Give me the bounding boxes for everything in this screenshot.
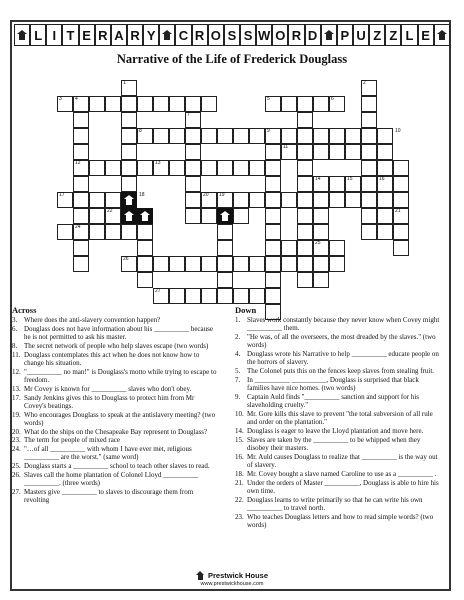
grid-square[interactable] [153, 128, 169, 144]
clue-text: Mr. Covey bought a slave named Caroline to use as a __________ . [247, 469, 437, 478]
banner-letter: R [192, 24, 208, 46]
grid-square[interactable] [249, 128, 265, 144]
clue-item [235, 513, 441, 529]
grid-square[interactable] [329, 128, 345, 144]
grid-square[interactable] [169, 128, 185, 144]
grid-number: 10 [395, 128, 401, 134]
clue-number: 23. [12, 436, 21, 445]
grid-square[interactable] [89, 160, 105, 176]
grid-square[interactable] [361, 224, 377, 240]
grid-square[interactable] [89, 192, 105, 208]
clue-number: 15. [235, 435, 244, 444]
clue-number: 11. [12, 350, 21, 359]
clue-item [235, 410, 441, 426]
banner-letter: P [337, 24, 353, 46]
grid-number: 18 [139, 192, 145, 198]
banner-letter: O [272, 24, 288, 46]
grid-square[interactable] [233, 256, 249, 272]
banner-letter: L [30, 24, 46, 46]
house-icon [140, 211, 150, 221]
grid-square[interactable] [73, 112, 89, 128]
grid-square[interactable] [121, 96, 137, 112]
clue-number: 5. [235, 367, 241, 376]
grid-square[interactable] [217, 128, 233, 144]
banner-letter: C [175, 24, 191, 46]
banner-letter: R [288, 24, 304, 46]
grid-square[interactable] [201, 288, 217, 304]
grid-square[interactable] [377, 192, 393, 208]
grid-square[interactable] [89, 96, 105, 112]
clue-item [12, 342, 218, 350]
grid-square[interactable] [313, 224, 329, 240]
house-icon [124, 195, 134, 205]
clue-item [12, 471, 218, 487]
banner-letter: U [353, 24, 369, 46]
black-square [121, 192, 137, 208]
grid-square[interactable] [265, 256, 281, 272]
grid-square[interactable] [73, 176, 89, 192]
grid-square[interactable] [297, 256, 313, 272]
clue-number: 10. [235, 410, 244, 418]
grid-number: 19 [219, 192, 225, 198]
black-square [137, 208, 153, 224]
banner-letter: S [240, 24, 256, 46]
banner-letter: Y [143, 24, 159, 46]
clue-item [12, 445, 218, 461]
clue-text: "__________ no man!" is Douglass's motto while trying to escape to freedom. [24, 367, 217, 384]
clue-text: Slaves call the home plantation of Colonel Lloyd __________ __________. (three words) [24, 470, 199, 488]
grid-square[interactable] [313, 96, 329, 112]
grid-square[interactable] [265, 272, 281, 288]
across-clue-list [12, 316, 218, 504]
grid-square[interactable] [281, 240, 297, 256]
clue-text: Slaves work constantly because they never know when Covey might __________ them. [247, 316, 440, 333]
black-square [121, 208, 137, 224]
grid-square[interactable] [377, 224, 393, 240]
grid-number: 1 [123, 80, 126, 86]
clue-text: Douglass is eager to leave the Lloyd plantation and move here. [247, 427, 424, 435]
grid-square[interactable] [377, 208, 393, 224]
grid-square[interactable] [201, 208, 217, 224]
grid-square[interactable] [217, 256, 233, 272]
grid-square[interactable] [201, 256, 217, 272]
banner-letter: D [305, 24, 321, 46]
clue-text: Mr. Gore kills this slave to prevent "the total subversion of all rule and order on the plantation." [247, 410, 433, 427]
grid-square[interactable] [249, 160, 265, 176]
grid-square[interactable] [249, 256, 265, 272]
clue-item [235, 350, 441, 366]
publisher-name: Prestwick House [207, 571, 269, 580]
grid-square[interactable] [361, 128, 377, 144]
grid-square[interactable] [137, 160, 153, 176]
grid-square[interactable] [137, 256, 153, 272]
grid-square[interactable] [265, 176, 281, 192]
banner-letter: E [418, 24, 434, 46]
clue-text: The Colonel puts this on the fences keep slaves from stealing fruit. [247, 367, 435, 376]
clue-number: 4. [235, 350, 241, 359]
grid-number: 25 [315, 240, 321, 246]
grid-square[interactable] [217, 224, 233, 240]
clue-item [12, 385, 218, 393]
grid-number: 11 [283, 144, 289, 150]
clue-item [235, 479, 441, 495]
clue-item [235, 436, 441, 452]
clue-number: 17. [12, 393, 21, 402]
clue-text: Slaves are taken by the __________ to be whipped when they disobey their masters. [247, 435, 421, 452]
grid-square[interactable] [89, 208, 105, 224]
grid-number: 23 [219, 208, 225, 214]
grid-square[interactable] [297, 176, 313, 192]
grid-square[interactable] [137, 96, 153, 112]
grid-square[interactable] [137, 240, 153, 256]
grid-square[interactable] [377, 160, 393, 176]
grid-square[interactable] [233, 128, 249, 144]
grid-number: 17 [59, 192, 65, 198]
clue-text: Who encourages Douglass to speak at the antislavery meeting? (two words) [24, 410, 216, 427]
grid-square[interactable] [185, 144, 201, 160]
grid-square[interactable] [73, 208, 89, 224]
grid-square[interactable] [185, 208, 201, 224]
grid-square[interactable] [169, 96, 185, 112]
clue-item [12, 436, 218, 444]
clue-item [235, 376, 441, 392]
clue-item [12, 325, 218, 341]
clue-number: 12. [12, 367, 21, 376]
clue-number: 8. [12, 342, 18, 350]
grid-square[interactable] [265, 144, 281, 160]
across-heading: Across [12, 305, 37, 315]
puzzle-title: Narrative of the Life of Frederick Douglass [116, 52, 348, 66]
grid-square[interactable] [345, 192, 361, 208]
grid-square[interactable] [73, 128, 89, 144]
grid-square[interactable] [265, 192, 281, 208]
grid-number: 9 [267, 128, 270, 134]
grid-square[interactable] [377, 144, 393, 160]
clue-item [235, 470, 441, 478]
grid-square[interactable] [313, 272, 329, 288]
grid-square[interactable] [297, 160, 313, 176]
clue-number: 19. [12, 410, 21, 419]
clue-number: 24. [12, 445, 21, 454]
grid-square[interactable] [361, 112, 377, 128]
grid-square[interactable] [233, 160, 249, 176]
clue-item [12, 316, 218, 324]
grid-square[interactable] [169, 288, 185, 304]
grid-square[interactable] [265, 224, 281, 240]
grid-number: 24 [75, 224, 81, 230]
grid-square[interactable] [153, 256, 169, 272]
clue-number: 20. [12, 427, 21, 436]
banner-letter: A [111, 24, 127, 46]
grid-square[interactable] [329, 256, 345, 272]
grid-square[interactable] [393, 160, 409, 176]
grid-number: 16 [379, 176, 385, 182]
clue-text: Mr. Auld causes Douglass to realize that __________ is the way out of slavery. [247, 452, 438, 469]
grid-square[interactable] [313, 208, 329, 224]
clue-number: 22. [235, 495, 244, 504]
grid-square[interactable] [393, 192, 409, 208]
grid-square[interactable] [73, 256, 89, 272]
grid-square[interactable] [105, 160, 121, 176]
grid-square[interactable] [137, 224, 153, 240]
clue-item [235, 393, 441, 409]
clue-item [235, 316, 441, 332]
clue-item [235, 333, 441, 349]
grid-square[interactable] [233, 208, 249, 224]
grid-square[interactable] [249, 192, 265, 208]
clue-text: "…of all __________ with whom I have ever met, religious __________ are the worst." (same word) [24, 445, 192, 462]
grid-square[interactable] [233, 288, 249, 304]
clue-text: Douglass wrote his Narrative to help __________ educate people on the horrors of slavery. [247, 350, 439, 367]
down-column [235, 306, 441, 530]
clue-text: Captain Auld finds "__________ sanction and support for his slaveholding cruelty." [247, 393, 420, 410]
grid-square[interactable] [153, 96, 169, 112]
grid-square[interactable] [297, 192, 313, 208]
clue-text: Where does the anti-slavery convention happen? [24, 316, 161, 325]
grid-square[interactable] [249, 288, 265, 304]
clue-text: Douglass starts a __________ school to teach other slaves to read. [24, 462, 210, 471]
grid-square[interactable] [105, 96, 121, 112]
clue-text: Under the orders of Master __________, Douglass is able to hire his own time. [247, 478, 439, 495]
grid-square[interactable] [329, 176, 345, 192]
down-clue-list [235, 316, 441, 529]
clue-item [12, 351, 218, 367]
grid-number: 26 [123, 256, 129, 262]
clue-number: 26. [12, 470, 21, 479]
grid-square[interactable] [313, 192, 329, 208]
grid-square[interactable] [105, 192, 121, 208]
grid-square[interactable] [201, 96, 217, 112]
clue-number: 6. [12, 325, 18, 333]
grid-square[interactable] [233, 192, 249, 208]
grid-square[interactable] [329, 240, 345, 256]
banner-letter: E [79, 24, 95, 46]
grid-square[interactable] [345, 128, 361, 144]
clue-text: Mr Covey is known for __________ slaves who don't obey. [24, 384, 192, 393]
grid-square[interactable] [185, 256, 201, 272]
grid-number: 3 [59, 96, 62, 102]
clue-text: Douglass learns to write primarily so that he can write his own __________ to travel north. [247, 495, 423, 512]
clue-item [12, 394, 218, 410]
grid-square[interactable] [217, 288, 233, 304]
grid-square[interactable] [361, 192, 377, 208]
clue-text: Douglass does not have information about his __________ because he is not permitted to ask his master. [24, 325, 213, 342]
grid-number: 4 [75, 96, 78, 102]
grid-square[interactable] [217, 240, 233, 256]
banner-letter: Z [369, 24, 385, 46]
grid-square[interactable] [185, 96, 201, 112]
clue-number: 23. [235, 512, 244, 521]
clue-number: 21. [235, 478, 244, 487]
grid-number: 13 [155, 160, 161, 166]
publisher-logo [0, 571, 464, 580]
clue-text: Sandy Jenkins gives this to Douglass to protect him from Mr Covey's beatings. [24, 393, 195, 410]
grid-square[interactable] [297, 208, 313, 224]
clue-number: 14. [235, 427, 244, 435]
grid-square[interactable] [201, 160, 217, 176]
grid-square[interactable] [185, 288, 201, 304]
banner-letter: Z [385, 24, 401, 46]
clue-item [235, 496, 441, 512]
grid-square[interactable] [361, 176, 377, 192]
grid-number: 5 [267, 96, 270, 102]
clue-number: 13. [12, 384, 21, 393]
grid-square[interactable] [329, 144, 345, 160]
clue-text: Who teaches Douglass letters and how to read simple words? (two words) [247, 512, 434, 529]
clue-item [235, 453, 441, 469]
grid-square[interactable] [281, 96, 297, 112]
clue-number: 7. [235, 376, 241, 384]
grid-square[interactable] [137, 272, 153, 288]
grid-square[interactable] [281, 256, 297, 272]
clue-text: "He was, of all the overseers, the most dreaded by the slaves." (two words) [247, 333, 436, 350]
grid-square[interactable] [313, 128, 329, 144]
grid-number: 21 [395, 208, 401, 214]
grid-square[interactable] [73, 240, 89, 256]
grid-square[interactable] [121, 112, 137, 128]
clue-item [12, 368, 218, 384]
clue-item [12, 462, 218, 470]
grid-square[interactable] [121, 128, 137, 144]
grid-square[interactable] [121, 176, 137, 192]
clue-text: In __________ __________, Douglass is surprised that black families have nice homes. (two words) [247, 376, 419, 393]
grid-square[interactable] [217, 160, 233, 176]
grid-square[interactable] [329, 192, 345, 208]
grid-square[interactable] [73, 144, 89, 160]
grid-square[interactable] [361, 96, 377, 112]
grid-square[interactable] [297, 112, 313, 128]
grid-square[interactable] [361, 160, 377, 176]
grid-number: 14 [315, 176, 321, 182]
grid-square[interactable] [377, 128, 393, 144]
grid-number: 22 [107, 208, 113, 214]
grid-square[interactable] [265, 160, 281, 176]
grid-square[interactable] [169, 256, 185, 272]
clue-number: 2. [235, 333, 241, 342]
grid-square[interactable] [121, 144, 137, 160]
grid-square[interactable] [265, 208, 281, 224]
grid-number: 8 [139, 128, 142, 134]
grid-number: 27 [155, 288, 161, 294]
house-icon [196, 571, 205, 580]
clue-number: 25. [12, 462, 21, 471]
grid-square[interactable] [89, 224, 105, 240]
banner-letter: O [208, 24, 224, 46]
banner-letter: W [256, 24, 272, 46]
grid-square[interactable] [393, 240, 409, 256]
clue-text: Douglass contemplates this act when he does not know how to change his situation. [24, 350, 200, 367]
clue-number: 16. [235, 452, 244, 461]
clue-item [235, 427, 441, 435]
grid-square[interactable] [313, 256, 329, 272]
banner-letter: R [95, 24, 111, 46]
across-column [12, 306, 218, 505]
grid-square[interactable] [73, 192, 89, 208]
grid-number: 15 [347, 176, 353, 182]
grid-square[interactable] [297, 128, 313, 144]
grid-square[interactable] [361, 144, 377, 160]
banner-letter: T [62, 24, 78, 46]
clue-item [235, 367, 441, 375]
clue-number: 3. [12, 316, 18, 325]
grid-number: 2 [363, 80, 366, 86]
grid-square[interactable] [185, 128, 201, 144]
grid-square[interactable] [57, 224, 73, 240]
clue-number: 18. [235, 469, 244, 478]
footer [0, 571, 464, 587]
grid-square[interactable] [265, 240, 281, 256]
clue-text: What do the ships on the Chesapeake Bay represent to Douglass? [24, 427, 208, 436]
banner-letter: I [46, 24, 62, 46]
grid-square[interactable] [201, 128, 217, 144]
grid-square[interactable] [345, 144, 361, 160]
grid-number: 6 [331, 96, 334, 102]
grid-square[interactable] [297, 144, 313, 160]
banner-letter: S [224, 24, 240, 46]
clue-item [12, 488, 218, 504]
clue-text: The term for people of mixed race [24, 436, 121, 445]
clue-text: The secret network of people who help slaves escape (two words) [24, 342, 209, 350]
banner-letter: R [127, 24, 143, 46]
grid-square[interactable] [297, 240, 313, 256]
grid-square[interactable] [281, 128, 297, 144]
grid-square[interactable] [281, 192, 297, 208]
house-icon [124, 211, 134, 221]
grid-square[interactable] [265, 288, 281, 304]
clue-number: 9. [235, 393, 241, 401]
grid-square[interactable] [297, 96, 313, 112]
grid-square[interactable] [185, 192, 201, 208]
down-heading: Down [235, 305, 257, 315]
clue-number: 27. [12, 487, 21, 496]
grid-square[interactable] [121, 160, 137, 176]
clue-item [12, 411, 218, 427]
banner-letter: L [401, 24, 417, 46]
grid-square[interactable] [313, 144, 329, 160]
clue-item [12, 428, 218, 436]
grid-number: 20 [203, 192, 209, 198]
grid-number: 12 [75, 160, 81, 166]
grid-square[interactable] [393, 224, 409, 240]
grid-square[interactable] [169, 160, 185, 176]
grid-square[interactable] [393, 176, 409, 192]
grid-square[interactable] [105, 224, 121, 240]
grid-square[interactable] [297, 272, 313, 288]
grid-square[interactable] [217, 272, 233, 288]
clue-text: Masters give __________ to slaves to discourage them from revolting [24, 487, 194, 505]
grid-square[interactable] [185, 176, 201, 192]
grid-square[interactable] [185, 160, 201, 176]
publisher-url: www.prestwickhouse.com [200, 581, 264, 587]
clue-number: 1. [235, 316, 241, 325]
grid-square[interactable] [297, 224, 313, 240]
grid-square[interactable] [361, 208, 377, 224]
grid-square[interactable] [121, 224, 137, 240]
grid-number: 7 [187, 112, 190, 118]
